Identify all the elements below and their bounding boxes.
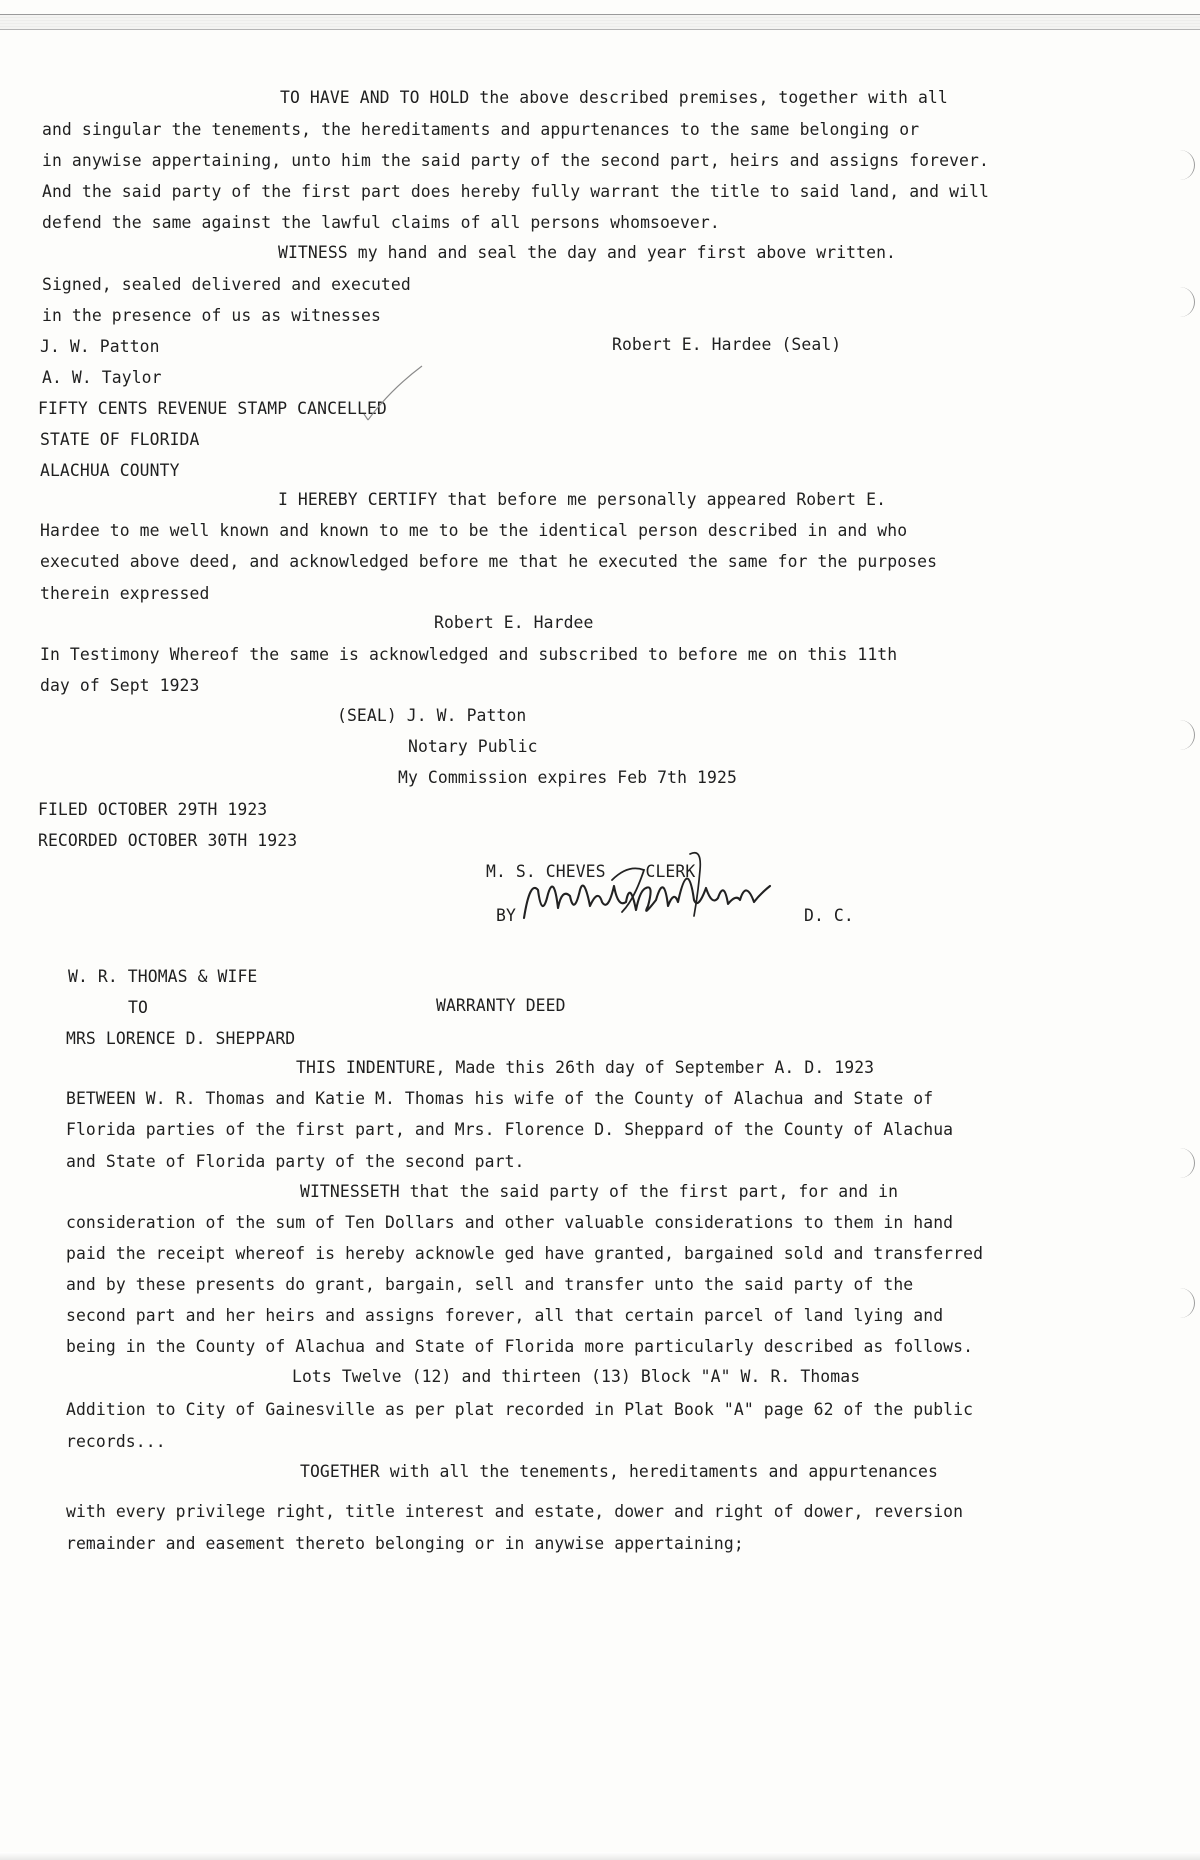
notary-seal-name: (SEAL) J. W. Patton bbox=[337, 706, 527, 725]
binder-hole-2 bbox=[1172, 287, 1195, 317]
consideration-line: consideration of the sum of Ten Dollars and other valuable considerations to them in hand bbox=[66, 1213, 954, 1232]
certify-line: therein expressed bbox=[40, 584, 210, 603]
certify-line: Hardee to me well known and known to me to be the identical person described in and who bbox=[40, 521, 908, 540]
grantor-signature: Robert E. Hardee (Seal) bbox=[612, 335, 842, 354]
signed-line: in the presence of us as witnesses bbox=[42, 306, 381, 325]
page-top-edge bbox=[0, 14, 1200, 30]
together-clause: TOGETHER with all the tenements, hereditaments and appurtenances bbox=[300, 1462, 938, 1481]
recorded-date: RECORDED OCTOBER 30TH 1923 bbox=[38, 831, 298, 850]
caption-to: TO bbox=[128, 998, 148, 1017]
certify-line: I HEREBY CERTIFY that before me personally appeared Robert E. bbox=[278, 490, 887, 509]
parties-line: BETWEEN W. R. Thomas and Katie M. Thomas his wife of the County of Alachua and State of bbox=[66, 1089, 934, 1108]
lots-description: Lots Twelve (12) and thirteen (13) Block "A" W. R. Thomas bbox=[292, 1367, 861, 1386]
body-line: And the said party of the first part does hereby fully warrant the title to said land, and will bbox=[42, 182, 989, 201]
binder-hole-3 bbox=[1172, 720, 1195, 750]
page-bottom-edge bbox=[0, 1852, 1200, 1860]
binder-hole-1 bbox=[1172, 150, 1195, 180]
witness-name: A. W. Taylor bbox=[42, 368, 162, 387]
binder-hole-5 bbox=[1172, 1288, 1195, 1318]
certify-line: executed above deed, and acknowledged before me that he executed the same for the purposes bbox=[40, 552, 938, 571]
grantor-caption: W. R. THOMAS & WIFE bbox=[68, 967, 258, 986]
addition-line: records... bbox=[66, 1432, 166, 1451]
body-line: in anywise appertaining, unto him the said party of the second part, heirs and assigns forever. bbox=[42, 151, 989, 170]
witnesseth-line: WITNESSETH that the said party of the first part, for and in bbox=[300, 1182, 899, 1201]
consideration-line: being in the County of Alachua and State of Florida more particularly described as follows. bbox=[66, 1337, 974, 1356]
deed-type-heading: WARRANTY DEED bbox=[436, 996, 566, 1015]
consideration-line: second part and her heirs and assigns forever, all that certain parcel of land lying and bbox=[66, 1306, 944, 1325]
acknowledgment-signature: Robert E. Hardee bbox=[434, 613, 594, 632]
signed-line: Signed, sealed delivered and executed bbox=[42, 275, 411, 294]
deputy-clerk-label: D. C. bbox=[804, 906, 854, 925]
parties-line: and State of Florida party of the second part. bbox=[66, 1152, 525, 1171]
by-label: BY bbox=[496, 906, 516, 925]
witness-name: J. W. Patton bbox=[40, 337, 160, 356]
parties-line: Florida parties of the first part, and Mrs. Florence D. Sheppard of the County of Alachua bbox=[66, 1120, 954, 1139]
state-heading: STATE OF FLORIDA bbox=[40, 430, 200, 449]
deputy-clerk-signature bbox=[518, 850, 780, 930]
notary-title: Notary Public bbox=[408, 737, 538, 756]
county-heading: ALACHUA COUNTY bbox=[40, 461, 180, 480]
clerk-name: M. S. CHEVES CLERK bbox=[486, 862, 696, 881]
binder-hole-4 bbox=[1172, 1148, 1195, 1178]
witness-clause: WITNESS my hand and seal the day and year first above written. bbox=[278, 243, 897, 262]
commission-expiry: My Commission expires Feb 7th 1925 bbox=[398, 768, 737, 787]
together-line: remainder and easement thereto belonging or in anywise appertaining; bbox=[66, 1534, 744, 1553]
indenture-line: THIS INDENTURE, Made this 26th day of September A. D. 1923 bbox=[296, 1058, 875, 1077]
pencil-check-mark bbox=[360, 362, 430, 422]
together-line: with every privilege right, title interest and estate, dower and right of dower, reversion bbox=[66, 1502, 964, 1521]
body-line: and singular the tenements, the hereditaments and appurtenances to the same belonging or bbox=[42, 120, 920, 139]
addition-line: Addition to City of Gainesville as per plat recorded in Plat Book "A" page 62 of the public bbox=[66, 1400, 974, 1419]
testimony-line: day of Sept 1923 bbox=[40, 676, 200, 695]
consideration-line: paid the receipt whereof is hereby acknowle ged have granted, bargained sold and transferred bbox=[66, 1244, 984, 1263]
body-line: defend the same against the lawful claims of all persons whomsoever. bbox=[42, 213, 720, 232]
filed-date: FILED OCTOBER 29TH 1923 bbox=[38, 800, 268, 819]
grantee-caption: MRS LORENCE D. SHEPPARD bbox=[66, 1029, 296, 1048]
habendum-clause: TO HAVE AND TO HOLD the above described premises, together with all bbox=[280, 88, 948, 107]
consideration-line: and by these presents do grant, bargain, sell and transfer unto the said party of the bbox=[66, 1275, 914, 1294]
testimony-line: In Testimony Whereof the same is acknowledged and subscribed to before me on this 11th bbox=[40, 645, 898, 664]
revenue-stamp-note: FIFTY CENTS REVENUE STAMP CANCELLED bbox=[38, 399, 387, 418]
